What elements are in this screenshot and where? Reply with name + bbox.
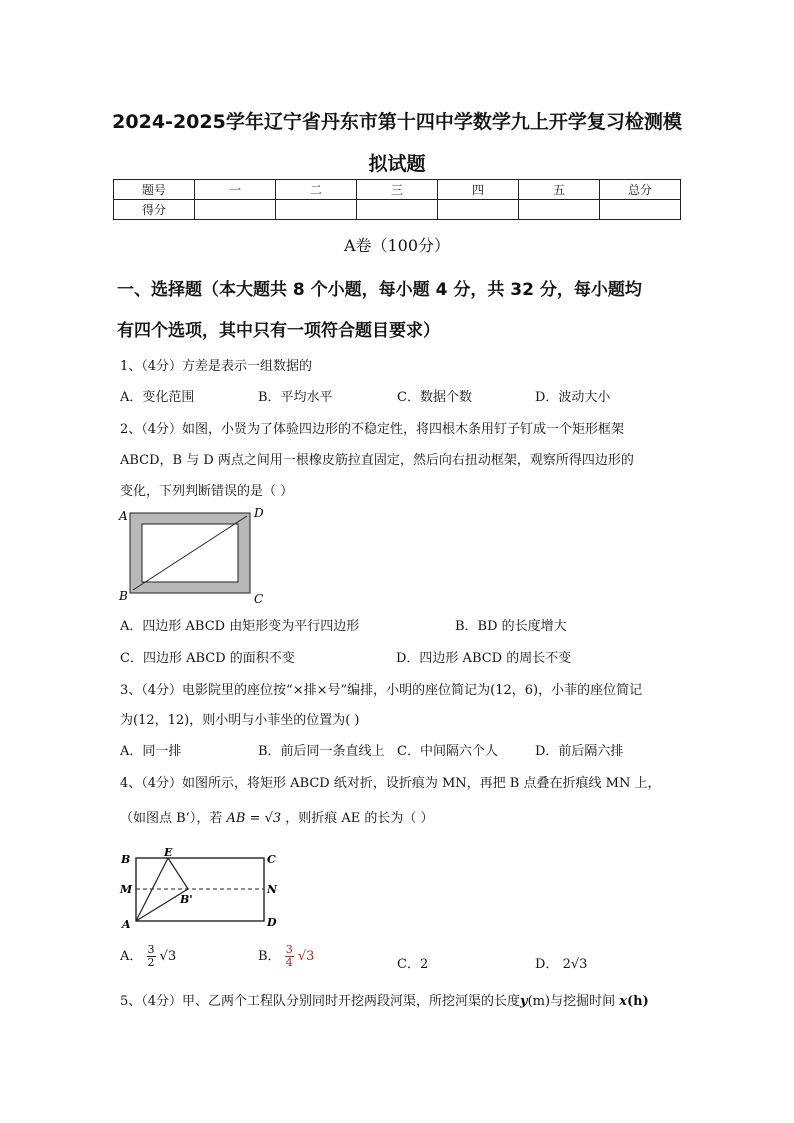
score-table-score-row bbox=[114, 200, 681, 220]
score-header-cell: 二 bbox=[276, 180, 357, 200]
q4-stem-line2-pre: （如图点 B’），若 bbox=[120, 811, 223, 826]
q4-option-a[interactable] bbox=[120, 944, 176, 969]
q1-option-a[interactable]: A．变化范围 bbox=[120, 390, 195, 405]
q4-option-c[interactable]: C．2 bbox=[397, 957, 429, 972]
q4-ab-expression: AB = √3 bbox=[226, 811, 282, 826]
score-header-cell: 三 bbox=[357, 180, 438, 200]
q5-var-x: x bbox=[619, 994, 627, 1009]
q4-label-b-prime: B' bbox=[180, 893, 193, 906]
q1-option-c[interactable]: C．数据个数 bbox=[397, 390, 472, 405]
q2-stem-line1: 2、（4分）如图，小贤为了体验四边形的不稳定性，将四根木条用钉子钉成一个矩形框架 bbox=[120, 422, 625, 437]
score-header-cell: 一 bbox=[195, 180, 276, 200]
q4-option-d-expression: 2√3 bbox=[562, 957, 588, 972]
score-cell[interactable] bbox=[276, 200, 357, 220]
q3-option-d[interactable]: D．前后隔六排 bbox=[535, 744, 624, 759]
score-cell[interactable] bbox=[519, 200, 600, 220]
score-header-cell: 四 bbox=[438, 180, 519, 200]
q3-stem-line1: 3、（4分）电影院里的座位按“×排×号”编排，小明的座位简记为(12，6)，小菲的座位简记 bbox=[120, 683, 643, 698]
score-table bbox=[113, 179, 681, 220]
q1-stem: 1、（4分）方差是表示一组数据的 bbox=[120, 359, 313, 374]
q3-option-b[interactable]: B．前后同一条直线上 bbox=[258, 744, 385, 759]
q4-folded-rectangle-figure bbox=[116, 848, 278, 930]
q1-option-b[interactable]: B．平均水平 bbox=[258, 390, 333, 405]
score-cell[interactable] bbox=[195, 200, 276, 220]
q1-option-d[interactable]: D．波动大小 bbox=[535, 390, 611, 405]
q5-stem-mid: (m)与挖掘时间 bbox=[527, 994, 616, 1009]
q4-option-b-label: B． bbox=[258, 949, 281, 964]
q2-option-b[interactable]: B．BD 的长度增大 bbox=[455, 619, 567, 634]
q4-option-a-denominator: 2 bbox=[147, 956, 155, 969]
q4-option-b-numerator: 3 bbox=[285, 943, 293, 956]
q4-option-b-denominator: 4 bbox=[285, 956, 293, 969]
q2-rectangle-frame-figure bbox=[116, 504, 272, 606]
score-cell[interactable] bbox=[600, 200, 681, 220]
q4-label-m: M bbox=[120, 883, 133, 896]
section1-heading-line2: 有四个选项，其中只有一项符合题目要求） bbox=[117, 321, 440, 341]
q2-option-c[interactable]: C．四边形 ABCD 的面积不变 bbox=[120, 651, 295, 666]
exam-title-line1: 2024-2025学年辽宁省丹东市第十四中学数学九上开学复习检测模 bbox=[112, 111, 682, 133]
q5-stem-pre: 5、（4分）甲、乙两个工程队分别同时开挖两段河渠，所挖河渠的长度 bbox=[120, 994, 521, 1009]
q2-option-a[interactable]: A．四边形 ABCD 由矩形变为平行四边形 bbox=[120, 619, 360, 634]
q5-stem-line1 bbox=[120, 990, 649, 1009]
q4-label-d: D bbox=[267, 916, 277, 929]
score-header-cell: 总分 bbox=[600, 180, 681, 200]
q4-stem-line1: 4、（4分）如图所示，将矩形 ABCD 纸对折，设折痕为 MN，再把 B 点叠在折痕线 MN 上， bbox=[120, 776, 661, 791]
q3-stem-line2: 为(12，12)，则小明与小菲坐的位置为( ) bbox=[120, 713, 360, 728]
q5-stem-end: (h) bbox=[627, 994, 649, 1009]
q4-option-d[interactable] bbox=[535, 953, 587, 972]
q4-option-b-root: √3 bbox=[297, 949, 315, 964]
score-header-cell: 题号 bbox=[114, 180, 195, 200]
q2-stem-line2: ABCD，B 与 D 两点之间用一根橡皮筋拉直固定，然后向右扭动框架，观察所得四边形的 bbox=[120, 453, 634, 468]
q4-stem-line2-post: ，则折痕 AE 的长为（ ） bbox=[285, 811, 434, 826]
q4-label-c: C bbox=[267, 853, 276, 866]
q3-option-a[interactable]: A．同一排 bbox=[120, 744, 182, 759]
score-header-cell: 五 bbox=[519, 180, 600, 200]
q4-stem-line2 bbox=[120, 807, 434, 826]
q3-option-c[interactable]: C．中间隔六个人 bbox=[397, 744, 498, 759]
q4-option-b-fraction bbox=[285, 944, 294, 969]
q4-label-a: A bbox=[122, 918, 131, 930]
section1-heading-line1: 一、选择题（本大题共 8 个小题，每小题 4 分，共 32 分，每小题均 bbox=[117, 280, 642, 300]
q4-label-n: N bbox=[267, 883, 278, 896]
q4-option-a-root: √3 bbox=[159, 949, 177, 964]
q4-option-a-numerator: 3 bbox=[147, 943, 155, 956]
q4-label-b: B bbox=[121, 853, 131, 866]
score-table-header-row bbox=[114, 180, 681, 200]
q4-option-a-fraction bbox=[147, 944, 156, 969]
score-cell[interactable] bbox=[357, 200, 438, 220]
score-row-label: 得分 bbox=[114, 200, 195, 220]
exam-title-line2: 拟试题 bbox=[368, 153, 426, 175]
q2-label-d: D bbox=[254, 506, 264, 520]
score-cell[interactable] bbox=[438, 200, 519, 220]
q2-label-c: C bbox=[254, 592, 264, 606]
q2-label-b: B bbox=[119, 589, 128, 603]
section-a-heading: A卷（100分） bbox=[343, 236, 451, 255]
q2-option-d[interactable]: D．四边形 ABCD 的周长不变 bbox=[396, 651, 572, 666]
q4-option-a-label: A． bbox=[120, 949, 143, 964]
q4-label-e: E bbox=[164, 848, 173, 859]
q4-segment-eb-prime bbox=[168, 858, 188, 889]
q2-label-a: A bbox=[119, 509, 128, 523]
q4-option-b[interactable] bbox=[258, 944, 314, 969]
q5-var-y: y bbox=[520, 994, 528, 1009]
q2-stem-line3: 变化，下列判断错误的是（ ） bbox=[120, 484, 294, 499]
q4-option-d-label: D． bbox=[535, 957, 559, 972]
